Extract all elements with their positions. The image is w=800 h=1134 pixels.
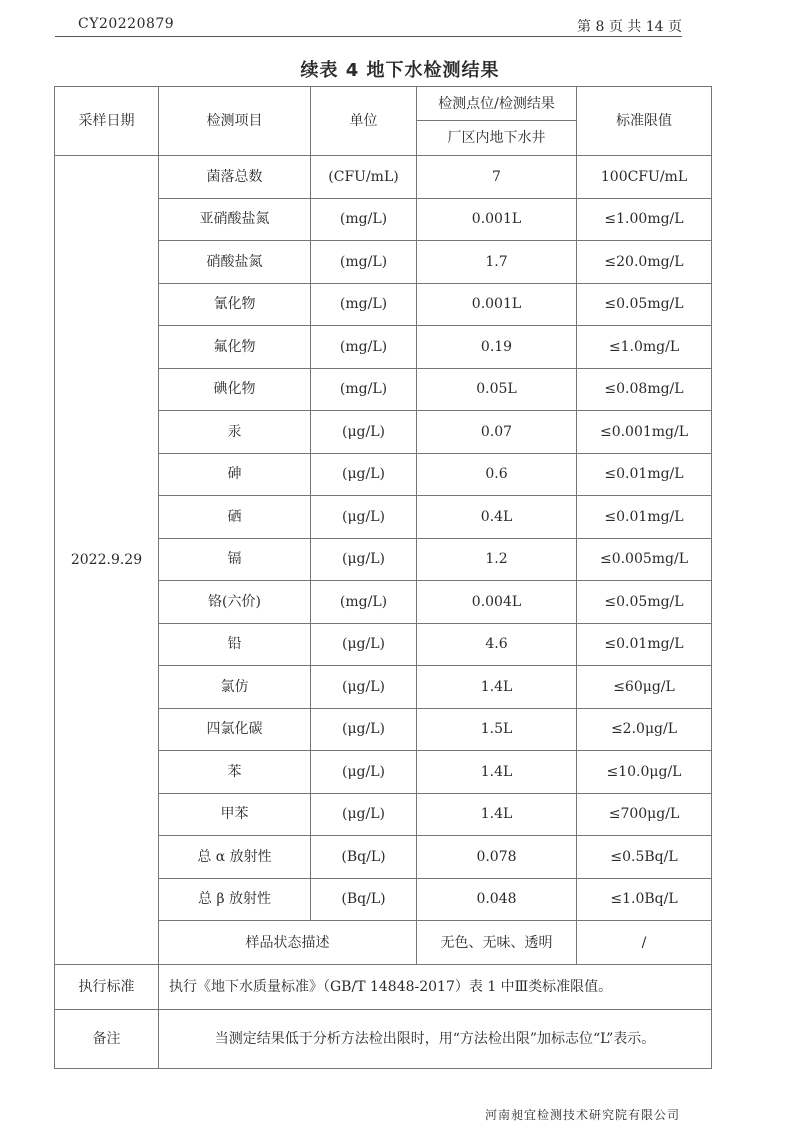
result-cell: 0.004L — [417, 581, 577, 624]
sample-state-label: 样品状态描述 — [159, 921, 417, 965]
standard-row — [55, 965, 712, 1010]
test-item: 铅 — [159, 623, 311, 666]
table-title: 续表 4 地下水检测结果 — [300, 60, 500, 81]
result-cell: 0.6 — [417, 453, 577, 496]
unit-cell: (μg/L) — [311, 666, 417, 709]
footer-company: 河南昶宜检测技术研究院有限公司 — [485, 1108, 681, 1122]
sampling-date: 2022.9.29 — [55, 156, 159, 965]
test-item: 氯仿 — [159, 666, 311, 709]
result-cell: 1.4L — [417, 751, 577, 794]
result-cell: 0.048 — [417, 878, 577, 921]
limit-cell: ≤60μg/L — [577, 666, 712, 709]
header-date: 采样日期 — [55, 87, 159, 156]
sample-state-value: 无色、无味、透明 — [417, 921, 577, 965]
results-table — [54, 86, 712, 1069]
limit-cell: ≤700μg/L — [577, 793, 712, 836]
result-cell: 1.7 — [417, 241, 577, 284]
unit-cell: (mg/L) — [311, 581, 417, 624]
standard-value: 执行《地下水质量标准》（GB/T 14848-2017）表 1 中Ⅲ类标准限值。 — [159, 965, 712, 1010]
limit-cell: 100CFU/mL — [577, 156, 712, 199]
header-limit: 标准限值 — [577, 87, 712, 156]
header-divider — [55, 36, 682, 37]
result-cell: 0.078 — [417, 836, 577, 879]
test-item: 四氯化碳 — [159, 708, 311, 751]
test-item: 砷 — [159, 453, 311, 496]
result-cell: 1.2 — [417, 538, 577, 581]
header-item: 检测项目 — [159, 87, 311, 156]
limit-cell: ≤0.05mg/L — [577, 283, 712, 326]
header-point: 厂区内地下水井 — [417, 121, 577, 156]
unit-cell: (μg/L) — [311, 496, 417, 539]
limit-cell: ≤1.0mg/L — [577, 326, 712, 369]
header-unit: 单位 — [311, 87, 417, 156]
unit-cell: (μg/L) — [311, 453, 417, 496]
result-cell: 7 — [417, 156, 577, 199]
result-cell: 4.6 — [417, 623, 577, 666]
unit-cell: (μg/L) — [311, 538, 417, 581]
limit-cell: ≤1.00mg/L — [577, 198, 712, 241]
test-item: 菌落总数 — [159, 156, 311, 199]
test-item: 硒 — [159, 496, 311, 539]
limit-cell: ≤20.0mg/L — [577, 241, 712, 284]
test-item: 苯 — [159, 751, 311, 794]
unit-cell: (Bq/L) — [311, 878, 417, 921]
test-item: 汞 — [159, 411, 311, 454]
table-row — [55, 156, 712, 199]
header-row — [55, 87, 712, 121]
limit-cell: ≤0.01mg/L — [577, 496, 712, 539]
test-item: 亚硝酸盐氮 — [159, 198, 311, 241]
result-cell: 0.05L — [417, 368, 577, 411]
unit-cell: (mg/L) — [311, 368, 417, 411]
page-number: 第 8 页 共 14 页 — [577, 19, 682, 35]
limit-cell: ≤0.01mg/L — [577, 453, 712, 496]
unit-cell: (mg/L) — [311, 241, 417, 284]
test-item: 总 α 放射性 — [159, 836, 311, 879]
result-cell: 1.4L — [417, 666, 577, 709]
result-cell: 1.5L — [417, 708, 577, 751]
unit-cell: (Bq/L) — [311, 836, 417, 879]
unit-cell: (μg/L) — [311, 623, 417, 666]
limit-cell: ≤10.0μg/L — [577, 751, 712, 794]
result-cell: 1.4L — [417, 793, 577, 836]
limit-cell: ≤0.08mg/L — [577, 368, 712, 411]
result-cell: 0.07 — [417, 411, 577, 454]
sample-state-limit: / — [577, 921, 712, 965]
unit-cell: (mg/L) — [311, 198, 417, 241]
limit-cell: ≤0.05mg/L — [577, 581, 712, 624]
remark-label: 备注 — [55, 1010, 159, 1069]
limit-cell: ≤0.01mg/L — [577, 623, 712, 666]
result-cell: 0.001L — [417, 283, 577, 326]
remark-value: 当测定结果低于分析方法检出限时，用“方法检出限”加标志位“L”表示。 — [159, 1010, 712, 1069]
test-item: 铬(六价) — [159, 581, 311, 624]
test-item: 镉 — [159, 538, 311, 581]
test-item: 氰化物 — [159, 283, 311, 326]
unit-cell: (CFU/mL) — [311, 156, 417, 199]
result-cell: 0.001L — [417, 198, 577, 241]
unit-cell: (μg/L) — [311, 708, 417, 751]
unit-cell: (μg/L) — [311, 793, 417, 836]
limit-cell: ≤1.0Bq/L — [577, 878, 712, 921]
unit-cell: (μg/L) — [311, 411, 417, 454]
standard-label: 执行标准 — [55, 965, 159, 1010]
unit-cell: (mg/L) — [311, 326, 417, 369]
limit-cell: ≤0.001mg/L — [577, 411, 712, 454]
limit-cell: ≤2.0μg/L — [577, 708, 712, 751]
test-item: 甲苯 — [159, 793, 311, 836]
limit-cell: ≤0.5Bq/L — [577, 836, 712, 879]
limit-cell: ≤0.005mg/L — [577, 538, 712, 581]
header-point-result: 检测点位/检测结果 — [417, 87, 577, 121]
test-item: 氟化物 — [159, 326, 311, 369]
result-cell: 0.19 — [417, 326, 577, 369]
result-cell: 0.4L — [417, 496, 577, 539]
test-item: 碘化物 — [159, 368, 311, 411]
test-item: 硝酸盐氮 — [159, 241, 311, 284]
unit-cell: (μg/L) — [311, 751, 417, 794]
test-item: 总 β 放射性 — [159, 878, 311, 921]
remark-row — [55, 1010, 712, 1069]
unit-cell: (mg/L) — [311, 283, 417, 326]
document-id: CY20220879 — [78, 16, 175, 32]
